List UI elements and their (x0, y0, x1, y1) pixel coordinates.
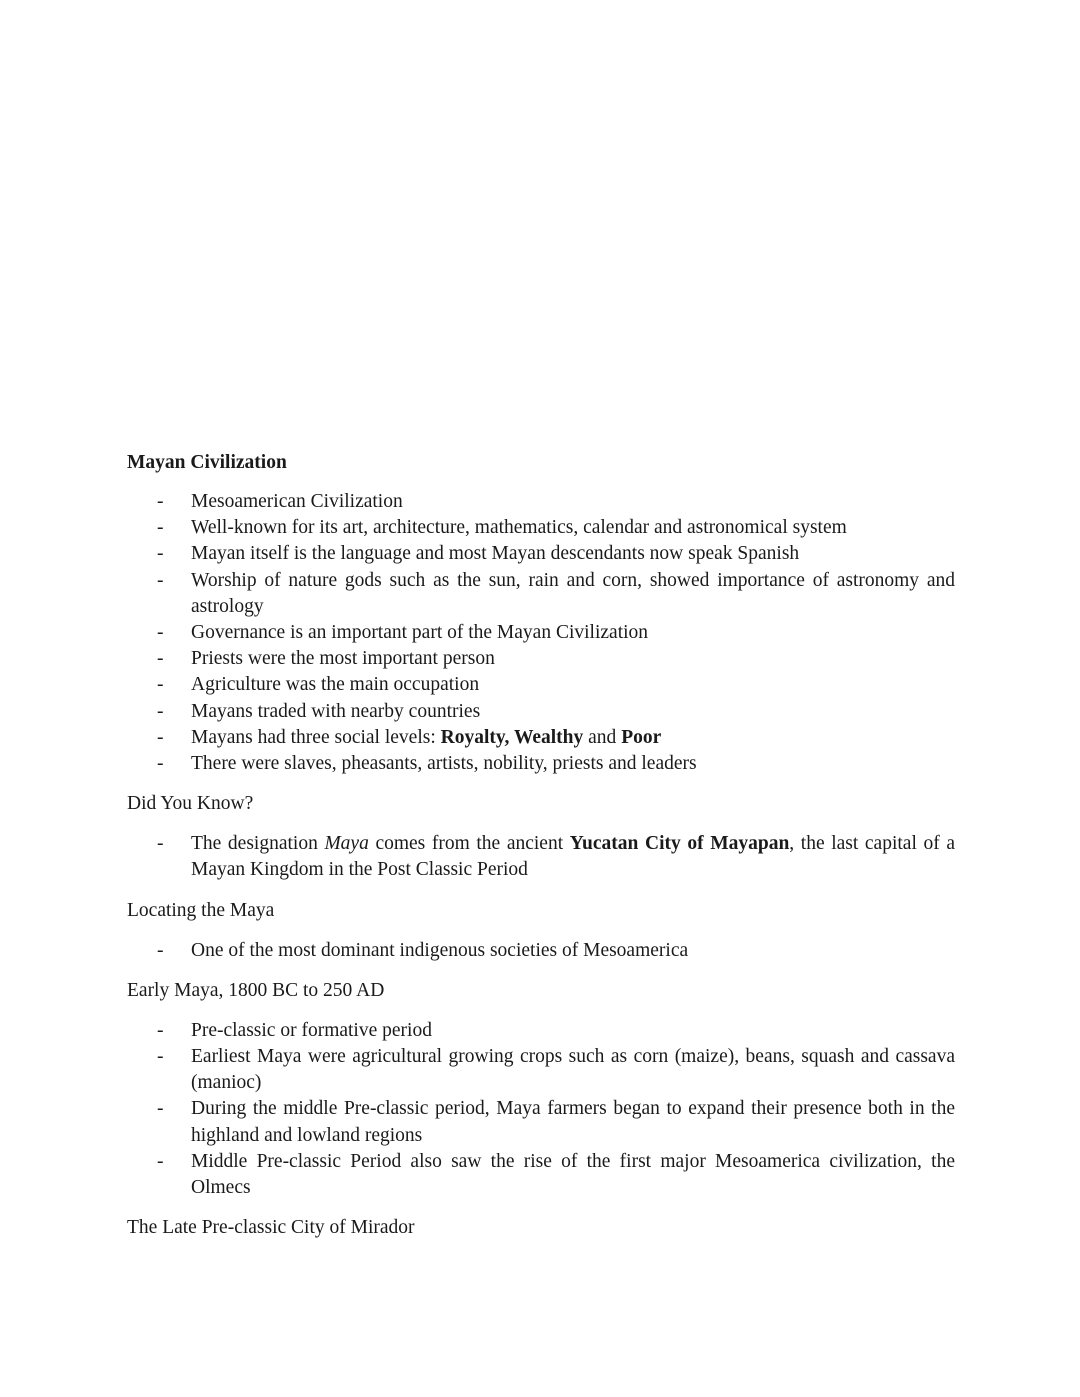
list-item: - During the middle Pre-classic period, Maya farmers began to expand their presence both in the highland and lowland regions (127, 1096, 955, 1148)
list-item: - Middle Pre-classic Period also saw the rise of the first major Mesoamerica civilization, the Olmecs (127, 1149, 955, 1201)
intro-list (127, 489, 955, 777)
list-item-social-levels (127, 725, 955, 751)
list-item: - Pre-classic or formative period (127, 1018, 955, 1044)
list-item: - Mayans traded with nearby countries (127, 699, 955, 725)
early-maya-heading: Early Maya, 1800 BC to 250 AD (127, 979, 385, 1001)
late-preclassic-heading: The Late Pre-classic City of Mirador (127, 1217, 415, 1239)
list-item-designation (127, 831, 955, 883)
list-item: - Worship of nature gods such as the sun, rain and corn, showed importance of astronomy and astrology (127, 568, 955, 620)
designation-italic: Maya (324, 833, 369, 855)
early-maya-list (127, 1018, 955, 1201)
list-item: - Agriculture was the main occupation (127, 672, 955, 698)
designation-bold: Yucatan City of Mayapan (569, 833, 790, 855)
designation-part-3: , the last capital of a Mayan Kingdom in the Post Classic Period (191, 833, 955, 881)
list-item: - One of the most dominant indigenous societies of Mesoamerica (127, 938, 955, 964)
did-you-know-heading: Did You Know? (127, 793, 254, 815)
list-item: - Well-known for its art, architecture, mathematics, calendar and astronomical system (127, 515, 955, 541)
social-levels-bold-2: Poor (621, 726, 662, 748)
locating-heading: Locating the Maya (127, 899, 275, 921)
social-levels-bold-1: Royalty, Wealthy (440, 726, 584, 748)
designation-part-1: The designation (191, 833, 325, 855)
social-levels-prefix: Mayans had three social levels: (191, 726, 441, 748)
did-you-know-list (127, 831, 955, 883)
document-title: Mayan Civilization (127, 452, 287, 473)
list-item: - Governance is an important part of the Mayan Civilization (127, 620, 955, 646)
list-item: - There were slaves, pheasants, artists, nobility, priests and leaders (127, 751, 955, 777)
list-item: - Earliest Maya were agricultural growing crops such as corn (maize), beans, squash and cassava (manioc) (127, 1044, 955, 1096)
locating-list (127, 938, 955, 964)
list-item: - Mayan itself is the language and most Mayan descendants now speak Spanish (127, 541, 955, 567)
social-levels-middle: and (583, 726, 622, 748)
list-item: - Mesoamerican Civilization (127, 489, 955, 515)
designation-part-2: comes from the ancient (368, 833, 570, 855)
list-item: - Priests were the most important person (127, 646, 955, 672)
document-page (127, 448, 955, 1241)
